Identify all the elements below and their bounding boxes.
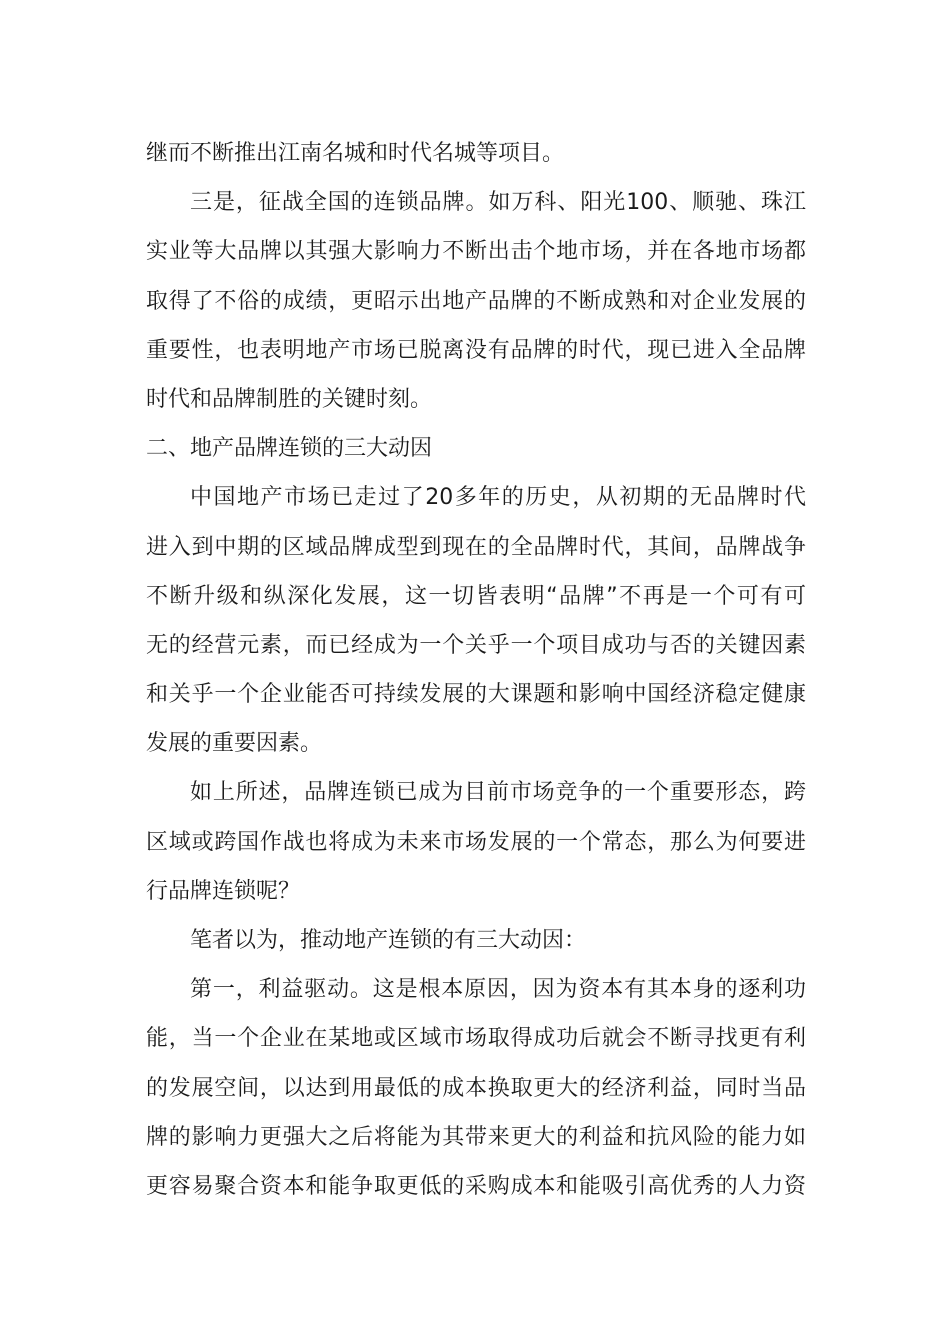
- text-line: 更容易聚合资本和能争取更低的采购成本和能吸引高优秀的人力资: [146, 1173, 806, 1199]
- text-line: 继而不断推出江南名城和时代名城等项目。: [146, 141, 565, 166]
- text-line: 第一，利益驱动。这是根本原因，因为资本有其本身的逐利功: [190, 977, 806, 1003]
- text-line: 无的经营元素，而已经成为一个关乎一个项目成功与否的关键因素: [146, 632, 806, 658]
- text-line: 区域或跨国作战也将成为未来市场发展的一个常态，那么为何要进: [146, 829, 806, 855]
- text-line: 行品牌连锁呢？: [146, 878, 301, 904]
- text-line: 发展的重要因素。: [146, 731, 323, 757]
- text-line: 三是，征战全国的连锁品牌。如万科、阳光100、顺驰、珠江: [190, 190, 806, 216]
- text-line: 中国地产市场已走过了20多年的历史，从初期的无品牌时代: [190, 485, 806, 511]
- text-line: 时代和品牌制胜的关键时刻。: [146, 386, 433, 412]
- text-line: 取得了不俗的成绩，更昭示出地产品牌的不断成熟和对企业发展的: [146, 288, 806, 314]
- text-line: 的发展空间，以达到用最低的成本换取更大的经济利益，同时当品: [146, 1075, 806, 1101]
- text-line: 重要性，也表明地产市场已脱离没有品牌的时代，现已进入全品牌: [146, 337, 806, 363]
- text-line: 笔者以为，推动地产连锁的有三大动因：: [190, 928, 587, 953]
- text-line: 进入到中期的区域品牌成型到现在的全品牌时代，其间，品牌战争: [146, 534, 806, 560]
- section-heading: 二、地产品牌连锁的三大动因: [146, 436, 433, 462]
- text-line: 不断升级和纵深化发展，这一切皆表明“品牌”不再是一个可有可: [146, 583, 806, 609]
- text-line: 实业等大品牌以其强大影响力不断出击个地市场，并在各地市场都: [146, 239, 806, 265]
- text-line: 和关乎一个企业能否可持续发展的大课题和影响中国经济稳定健康: [146, 682, 806, 708]
- text-line: 牌的影响力更强大之后将能为其带来更大的利益和抗风险的能力如: [146, 1124, 806, 1150]
- document-body: [146, 129, 806, 1211]
- text-line: 能，当一个企业在某地或区域市场取得成功后就会不断寻找更有利: [146, 1026, 806, 1052]
- text-line: 如上所述，品牌连锁已成为目前市场竞争的一个重要形态，跨: [190, 780, 806, 806]
